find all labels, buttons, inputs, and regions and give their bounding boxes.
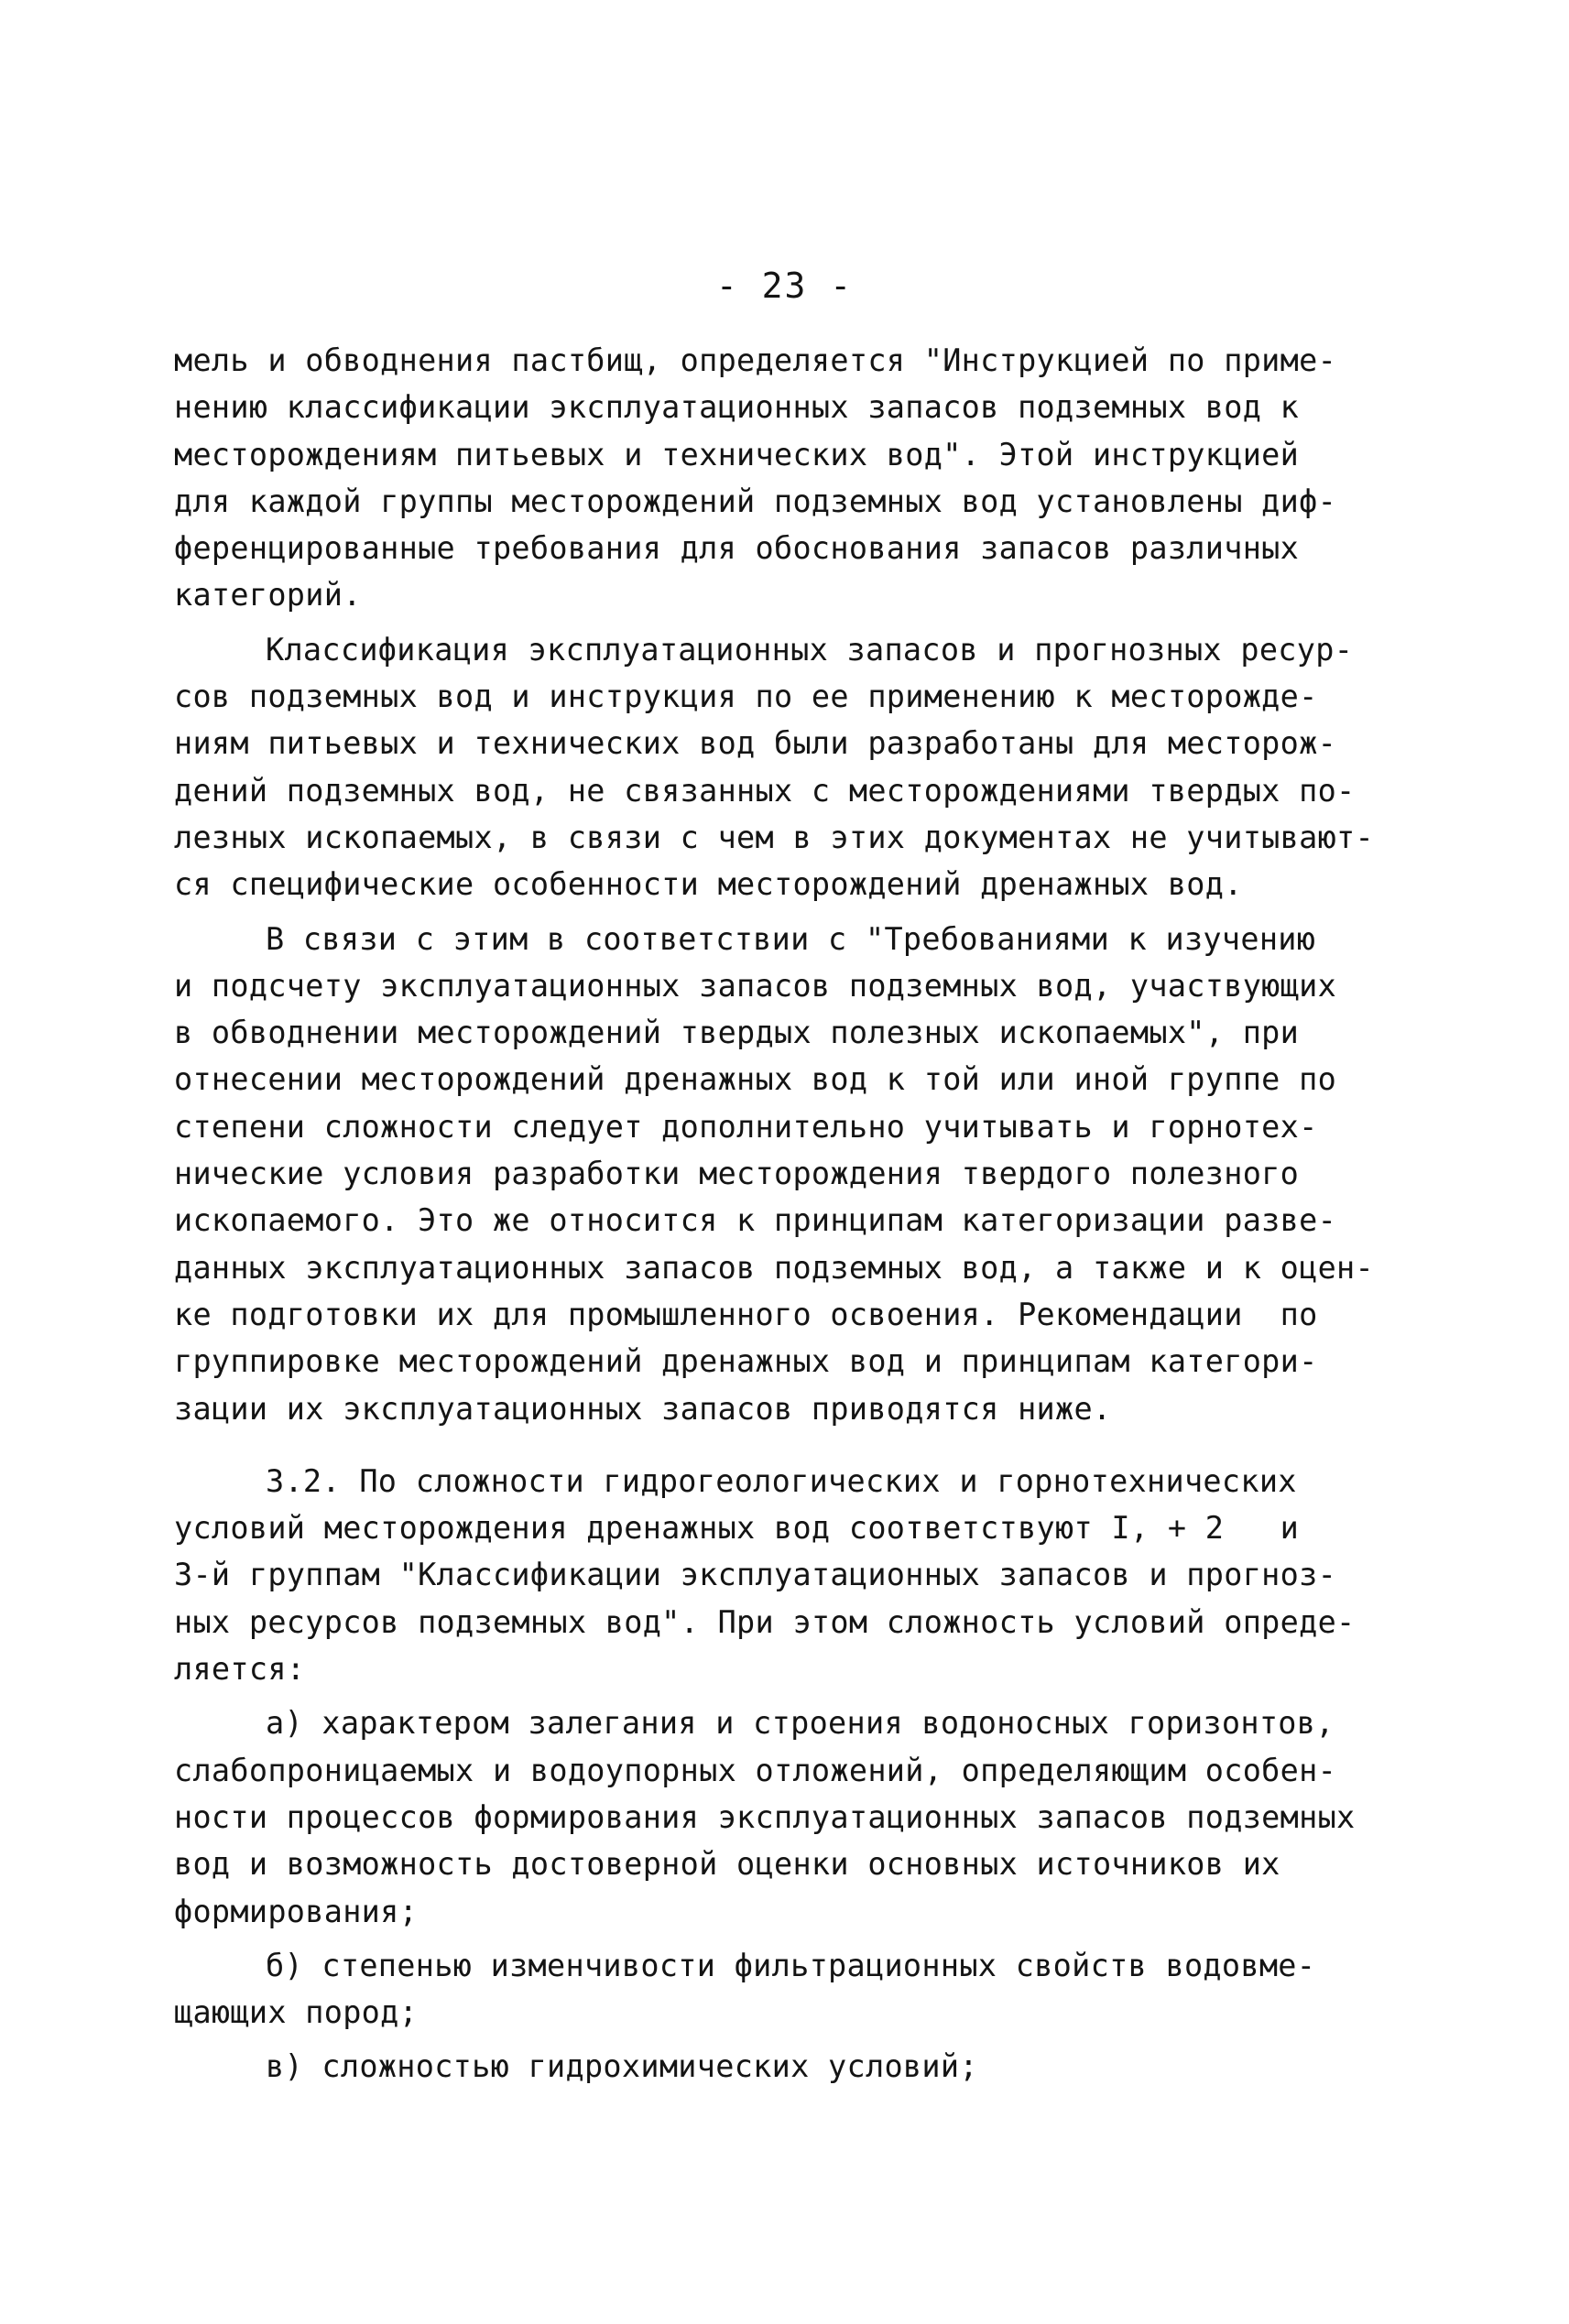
page-number: - 23 - (715, 266, 854, 306)
text-line: мель и обводнения пастбищ, определяется "Инструкцией по приме- (174, 342, 1337, 378)
text-line: ности процессов формирования эксплуатационных запасов подземных (174, 1798, 1356, 1835)
text-line: ниям питьевых и технических вод были разработаны для месторож- (174, 725, 1337, 762)
text-line: ископаемого. Это же относится к принципам категоризации разве- (174, 1202, 1337, 1239)
text-line: нические условия разработки месторождения твердого полезного (174, 1156, 1300, 1192)
text-line: ке подготовки их для промышленного освоения. Рекомендации по (174, 1296, 1318, 1332)
section-heading-line: 3.2. По сложности гидрогеологических и горнотехнических (266, 1462, 1297, 1499)
text-line: вод и возможность достоверной оценки основных источников их (174, 1846, 1280, 1883)
list-item-a: а) характером залегания и строения водоносных горизонтов, (266, 1705, 1335, 1742)
text-line: сов подземных вод и инструкция по ее применению к месторожде- (174, 679, 1318, 715)
text-line: ляется: (174, 1651, 306, 1688)
text-line: дений подземных вод, не связанных с месторождениями твердых по- (174, 772, 1356, 809)
body-text (174, 337, 1438, 2091)
text-line: для каждой группы месторождений подземных вод установлены диф- (174, 483, 1337, 519)
text-line: в обводнении месторождений твердых полезных ископаемых", при (174, 1015, 1300, 1051)
text-line: нению классификации эксплуатационных запасов подземных вод к (174, 389, 1300, 426)
text-line: условий месторождения дренажных вод соответствуют I, + 2 и (174, 1510, 1300, 1547)
text-line: зации их эксплуатационных запасов приводятся ниже. (174, 1390, 1112, 1427)
list-item-b: б) степенью изменчивости фильтрационных свойств водовме- (266, 1947, 1316, 1983)
text-line: месторождениям питьевых и технических вод". Этой инструкцией (174, 436, 1300, 472)
text-line: лезных ископаемых, в связи с чем в этих документах не учитывают- (174, 819, 1374, 855)
text-line: отнесении месторождений дренажных вод к той или иной группе по (174, 1061, 1337, 1098)
text-line: щающих пород; (174, 1994, 419, 2031)
text-line: степени сложности следует дополнительно учитывать и горнотех- (174, 1108, 1318, 1145)
text-line: ных ресурсов подземных вод". При этом сложность условий опреде- (174, 1603, 1356, 1640)
text-line: формирования; (174, 1893, 419, 1929)
list-item-c: в) сложностью гидрохимических условий; (266, 2048, 978, 2085)
text-line: группировке месторождений дренажных вод и принципам категори- (174, 1343, 1318, 1380)
text-line: ся специфические особенности месторождений дренажных вод. (174, 866, 1243, 903)
text-line: 3-й группам "Классификации эксплуатационных запасов и прогноз- (174, 1557, 1337, 1593)
text-line: категорий. (174, 577, 362, 614)
text-line: Классификация эксплуатационных запасов и прогнозных ресур- (266, 631, 1354, 668)
text-line: слабопроницаемых и водоупорных отложений, определяющим особен- (174, 1752, 1337, 1788)
text-line: В связи с этим в соответствии с "Требованиями к изучению (266, 920, 1316, 957)
text-line: ференцированные требования для обоснования запасов различных (174, 530, 1300, 567)
text-line: и подсчету эксплуатационных запасов подземных вод, участвующих (174, 967, 1337, 1004)
text-line: данных эксплуатационных запасов подземных вод, а также и к оцен- (174, 1249, 1374, 1286)
